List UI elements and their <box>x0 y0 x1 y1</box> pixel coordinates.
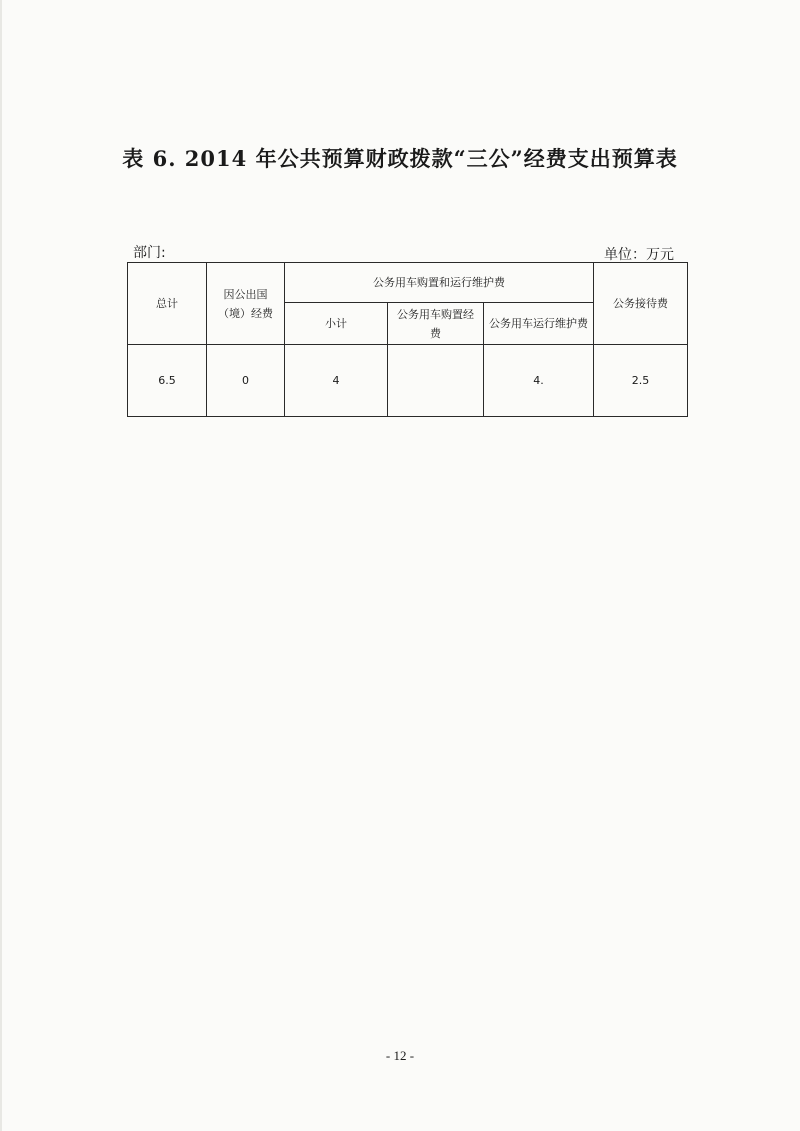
header-total: 总计 <box>128 263 207 345</box>
page-number: - 12 - <box>385 1048 415 1063</box>
value-reception: 2.5 <box>594 345 688 417</box>
header-vehicle-operation: 公务用车运行维护费 <box>484 303 594 345</box>
header-reception: 公务接待费 <box>594 263 688 345</box>
value-overseas: 0 <box>207 345 285 417</box>
value-total: 6.5 <box>128 345 207 417</box>
unit-label: 单位：万元 <box>604 247 674 263</box>
page-title: 表 6. 2014 年公共预算财政拨款“三公”经费支出预算表 <box>122 146 678 171</box>
value-vehicle-purchase <box>388 345 484 417</box>
value-vehicle-operation: 4. <box>484 345 594 417</box>
header-row <box>128 263 688 303</box>
header-overseas: 因公出国（境）经费 <box>207 263 285 345</box>
table-row <box>128 345 688 417</box>
value-subtotal: 4 <box>285 345 388 417</box>
header-vehicle-group: 公务用车购置和运行维护费 <box>285 263 594 303</box>
header-subtotal: 小计 <box>285 303 388 345</box>
budget-table <box>127 262 688 417</box>
header-vehicle-purchase: 公务用车购置经费 <box>388 303 484 345</box>
department-label: 部门: <box>133 245 166 261</box>
